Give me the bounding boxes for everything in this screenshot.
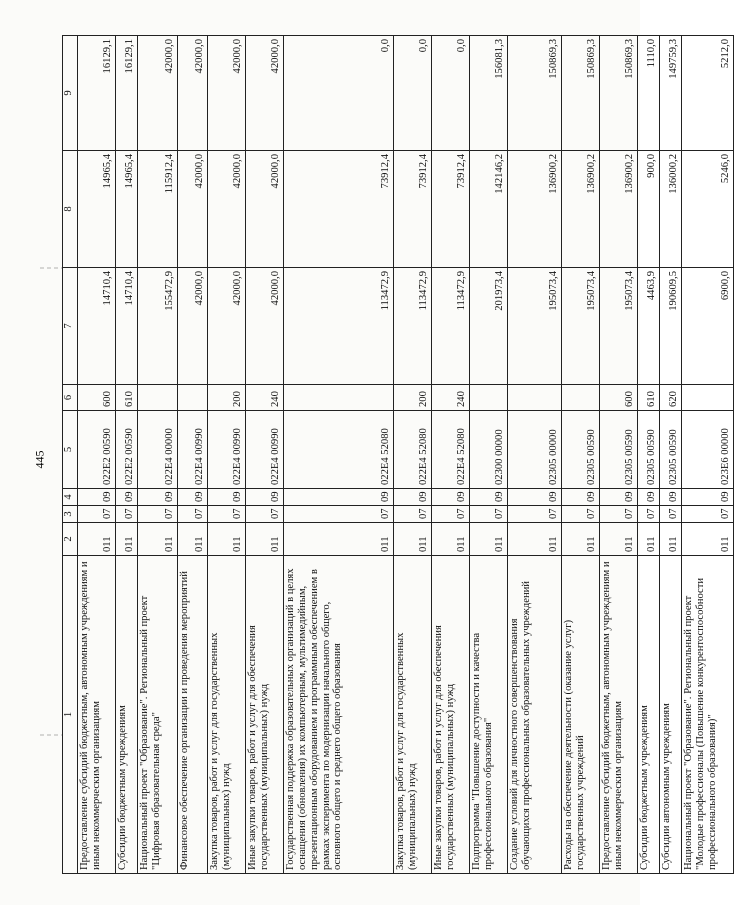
row-subsection: 09 bbox=[246, 489, 284, 506]
row-section: 07 bbox=[660, 506, 682, 523]
row-subsection: 09 bbox=[638, 489, 660, 506]
row-section: 07 bbox=[600, 506, 638, 523]
row-amount-2020: 14710,4 bbox=[78, 268, 116, 385]
row-section: 07 bbox=[116, 506, 138, 523]
row-amount-2021: 136900,2 bbox=[600, 151, 638, 268]
row-subsection: 09 bbox=[138, 489, 178, 506]
row-amount-2020: 195073,4 bbox=[562, 268, 600, 385]
table-row bbox=[208, 36, 246, 874]
row-target-article: 022E4 00990 bbox=[246, 411, 284, 489]
table-row bbox=[178, 36, 208, 874]
row-amount-2022: 42000,0 bbox=[208, 36, 246, 151]
row-admin-code: 011 bbox=[562, 523, 600, 556]
row-target-article: 02305 00590 bbox=[562, 411, 600, 489]
row-target-article: 022E4 52080 bbox=[432, 411, 470, 489]
row-target-article: 023E6 00000 bbox=[682, 411, 734, 489]
row-amount-2021: 5246,0 bbox=[682, 151, 734, 268]
row-amount-2020: 42000,0 bbox=[208, 268, 246, 385]
row-expense-type: 600 bbox=[600, 385, 638, 411]
row-expense-type bbox=[470, 385, 508, 411]
row-expense-type bbox=[508, 385, 562, 411]
table-body bbox=[78, 36, 734, 874]
row-amount-2021: 136900,2 bbox=[508, 151, 562, 268]
row-subsection: 09 bbox=[470, 489, 508, 506]
table-row bbox=[638, 36, 660, 874]
table-row bbox=[470, 36, 508, 874]
row-target-article: 022E4 52080 bbox=[284, 411, 394, 489]
row-subsection: 09 bbox=[394, 489, 432, 506]
row-subsection: 09 bbox=[78, 489, 116, 506]
row-amount-2021: 73912,4 bbox=[432, 151, 470, 268]
row-section: 07 bbox=[508, 506, 562, 523]
row-amount-2022: 150869,3 bbox=[562, 36, 600, 151]
row-amount-2022: 16129,1 bbox=[78, 36, 116, 151]
table-row bbox=[682, 36, 734, 874]
row-admin-code: 011 bbox=[138, 523, 178, 556]
budget-table bbox=[62, 35, 734, 874]
row-amount-2021: 73912,4 bbox=[394, 151, 432, 268]
row-admin-code: 011 bbox=[208, 523, 246, 556]
column-header: 1 bbox=[63, 556, 78, 874]
row-expense-type bbox=[178, 385, 208, 411]
row-amount-2022: 42000,0 bbox=[178, 36, 208, 151]
row-target-article: 022E4 52080 bbox=[394, 411, 432, 489]
row-amount-2020: 6900,0 bbox=[682, 268, 734, 385]
row-admin-code: 011 bbox=[600, 523, 638, 556]
row-section: 07 bbox=[246, 506, 284, 523]
column-header: 5 bbox=[63, 411, 78, 489]
row-amount-2020: 201973,4 bbox=[470, 268, 508, 385]
row-target-article: 02305 00590 bbox=[638, 411, 660, 489]
row-amount-2020: 14710,4 bbox=[116, 268, 138, 385]
column-header: 3 bbox=[63, 506, 78, 523]
row-name: Закупка товаров, работ и услуг для государственных (муниципальных) нужд bbox=[394, 556, 432, 874]
row-amount-2022: 150869,3 bbox=[508, 36, 562, 151]
row-name: Иные закупки товаров, работ и услуг для обеспечения государственных (муниципальных) нужд bbox=[432, 556, 470, 874]
row-amount-2021: 42000,0 bbox=[208, 151, 246, 268]
row-target-article: 022E4 00000 bbox=[138, 411, 178, 489]
row-amount-2020: 195073,4 bbox=[508, 268, 562, 385]
row-expense-type: 600 bbox=[78, 385, 116, 411]
row-subsection: 09 bbox=[682, 489, 734, 506]
row-expense-type bbox=[682, 385, 734, 411]
header-row bbox=[63, 36, 78, 874]
row-expense-type: 610 bbox=[638, 385, 660, 411]
row-expense-type: 240 bbox=[246, 385, 284, 411]
column-header: 6 bbox=[63, 385, 78, 411]
row-amount-2022: 0,0 bbox=[284, 36, 394, 151]
row-admin-code: 011 bbox=[432, 523, 470, 556]
row-expense-type bbox=[562, 385, 600, 411]
row-section: 07 bbox=[78, 506, 116, 523]
rotated-budget-table-wrapper bbox=[62, 36, 732, 874]
row-name: Подпрограмма "Повышение доступности и качества профессионального образования" bbox=[470, 556, 508, 874]
row-amount-2021: 136000,2 bbox=[660, 151, 682, 268]
row-amount-2021: 136900,2 bbox=[562, 151, 600, 268]
table-row bbox=[600, 36, 638, 874]
row-section: 07 bbox=[208, 506, 246, 523]
row-amount-2020: 190609,5 bbox=[660, 268, 682, 385]
row-amount-2022: 42000,0 bbox=[246, 36, 284, 151]
row-admin-code: 011 bbox=[284, 523, 394, 556]
row-amount-2020: 113472,9 bbox=[432, 268, 470, 385]
row-admin-code: 011 bbox=[508, 523, 562, 556]
row-admin-code: 011 bbox=[178, 523, 208, 556]
row-amount-2021: 14965,4 bbox=[78, 151, 116, 268]
row-expense-type bbox=[138, 385, 178, 411]
row-amount-2021: 73912,4 bbox=[284, 151, 394, 268]
table-row bbox=[508, 36, 562, 874]
row-subsection: 09 bbox=[432, 489, 470, 506]
row-name: Финансовое обеспечение организации и проведения мероприятий bbox=[178, 556, 208, 874]
row-expense-type bbox=[284, 385, 394, 411]
row-target-article: 022E2 00590 bbox=[116, 411, 138, 489]
row-admin-code: 011 bbox=[682, 523, 734, 556]
row-subsection: 09 bbox=[208, 489, 246, 506]
table-row bbox=[246, 36, 284, 874]
row-admin-code: 011 bbox=[116, 523, 138, 556]
row-target-article: 02305 00590 bbox=[660, 411, 682, 489]
row-section: 07 bbox=[562, 506, 600, 523]
row-subsection: 09 bbox=[562, 489, 600, 506]
row-admin-code: 011 bbox=[394, 523, 432, 556]
row-section: 07 bbox=[138, 506, 178, 523]
table-row bbox=[660, 36, 682, 874]
row-section: 07 bbox=[178, 506, 208, 523]
row-amount-2021: 142146,2 bbox=[470, 151, 508, 268]
row-amount-2022: 149759,3 bbox=[660, 36, 682, 151]
row-subsection: 09 bbox=[600, 489, 638, 506]
row-expense-type: 200 bbox=[208, 385, 246, 411]
row-section: 07 bbox=[470, 506, 508, 523]
row-amount-2022: 5212,0 bbox=[682, 36, 734, 151]
table-row bbox=[138, 36, 178, 874]
row-name: Национальный проект "Образование". Региональный проект "Молодые профессионалы (Повышение конкурентоспособности профессионального образования)" bbox=[682, 556, 734, 874]
row-target-article: 02300 00000 bbox=[470, 411, 508, 489]
row-subsection: 09 bbox=[178, 489, 208, 506]
row-name: Расходы на обеспечение деятельности (оказание услуг) государственных учреждений bbox=[562, 556, 600, 874]
row-section: 07 bbox=[432, 506, 470, 523]
row-amount-2021: 900,0 bbox=[638, 151, 660, 268]
row-subsection: 09 bbox=[508, 489, 562, 506]
row-expense-type: 620 bbox=[660, 385, 682, 411]
column-header: 8 bbox=[63, 151, 78, 268]
row-name: Иные закупки товаров, работ и услуг для обеспечения государственных (муниципальных) нужд bbox=[246, 556, 284, 874]
row-amount-2020: 195073,4 bbox=[600, 268, 638, 385]
row-name: Субсидии бюджетным учреждениям bbox=[116, 556, 138, 874]
row-amount-2021: 42000,0 bbox=[178, 151, 208, 268]
row-amount-2021: 115912,4 bbox=[138, 151, 178, 268]
row-name: Создание условий для личностного совершенствования обучающихся профессиональных образовательных учреждений bbox=[508, 556, 562, 874]
row-amount-2022: 156081,3 bbox=[470, 36, 508, 151]
row-name: Субсидии бюджетным учреждениям bbox=[638, 556, 660, 874]
row-admin-code: 011 bbox=[660, 523, 682, 556]
row-amount-2022: 42000,0 bbox=[138, 36, 178, 151]
row-admin-code: 011 bbox=[78, 523, 116, 556]
row-expense-type: 200 bbox=[394, 385, 432, 411]
column-header: 2 bbox=[63, 523, 78, 556]
row-subsection: 09 bbox=[660, 489, 682, 506]
row-amount-2022: 0,0 bbox=[394, 36, 432, 151]
column-header: 4 bbox=[63, 489, 78, 506]
row-section: 07 bbox=[394, 506, 432, 523]
row-amount-2021: 14965,4 bbox=[116, 151, 138, 268]
column-header: 9 bbox=[63, 36, 78, 151]
row-admin-code: 011 bbox=[470, 523, 508, 556]
row-name: Национальный проект "Образование". Региональный проект "Цифровая образовательная среда" bbox=[138, 556, 178, 874]
row-target-article: 022E2 00590 bbox=[78, 411, 116, 489]
row-admin-code: 011 bbox=[246, 523, 284, 556]
row-expense-type: 240 bbox=[432, 385, 470, 411]
table-row bbox=[394, 36, 432, 874]
page-number: 445 bbox=[32, 450, 47, 469]
row-subsection: 09 bbox=[116, 489, 138, 506]
table-row bbox=[78, 36, 116, 874]
row-amount-2022: 0,0 bbox=[432, 36, 470, 151]
row-amount-2020: 113472,9 bbox=[284, 268, 394, 385]
table-row bbox=[562, 36, 600, 874]
row-target-article: 022E4 00990 bbox=[208, 411, 246, 489]
row-section: 07 bbox=[682, 506, 734, 523]
table-row bbox=[116, 36, 138, 874]
row-amount-2022: 16129,1 bbox=[116, 36, 138, 151]
table-row bbox=[432, 36, 470, 874]
row-name: Субсидии автономным учреждениям bbox=[660, 556, 682, 874]
row-name: Закупка товаров, работ и услуг для государственных (муниципальных) нужд bbox=[208, 556, 246, 874]
row-amount-2020: 155472,9 bbox=[138, 268, 178, 385]
row-target-article: 02305 00000 bbox=[508, 411, 562, 489]
row-amount-2021: 42000,0 bbox=[246, 151, 284, 268]
column-header: 7 bbox=[63, 268, 78, 385]
row-amount-2022: 1110,0 bbox=[638, 36, 660, 151]
row-amount-2020: 42000,0 bbox=[246, 268, 284, 385]
row-target-article: 022E4 00990 bbox=[178, 411, 208, 489]
row-section: 07 bbox=[284, 506, 394, 523]
row-amount-2020: 42000,0 bbox=[178, 268, 208, 385]
row-name: Предоставление субсидий бюджетным, автономным учреждениям и иным некоммерческим организациям bbox=[600, 556, 638, 874]
row-amount-2020: 113472,9 bbox=[394, 268, 432, 385]
row-target-article: 02305 00590 bbox=[600, 411, 638, 489]
row-subsection: 09 bbox=[284, 489, 394, 506]
row-admin-code: 011 bbox=[638, 523, 660, 556]
row-name: Государственная поддержка образовательных организаций в целях оснащения (обновления) их компьютерным, мультимедийным, презентационным оборудованием и программным обеспечением в рамках эксперимента по модернизации начального общего, основного общего и среднего общего образования bbox=[284, 556, 394, 874]
row-expense-type: 610 bbox=[116, 385, 138, 411]
table-row bbox=[284, 36, 394, 874]
row-section: 07 bbox=[638, 506, 660, 523]
row-amount-2020: 4463,9 bbox=[638, 268, 660, 385]
row-name: Предоставление субсидий бюджетным, автономным учреждениям и иным некоммерческим организациям bbox=[78, 556, 116, 874]
row-amount-2022: 150869,3 bbox=[600, 36, 638, 151]
